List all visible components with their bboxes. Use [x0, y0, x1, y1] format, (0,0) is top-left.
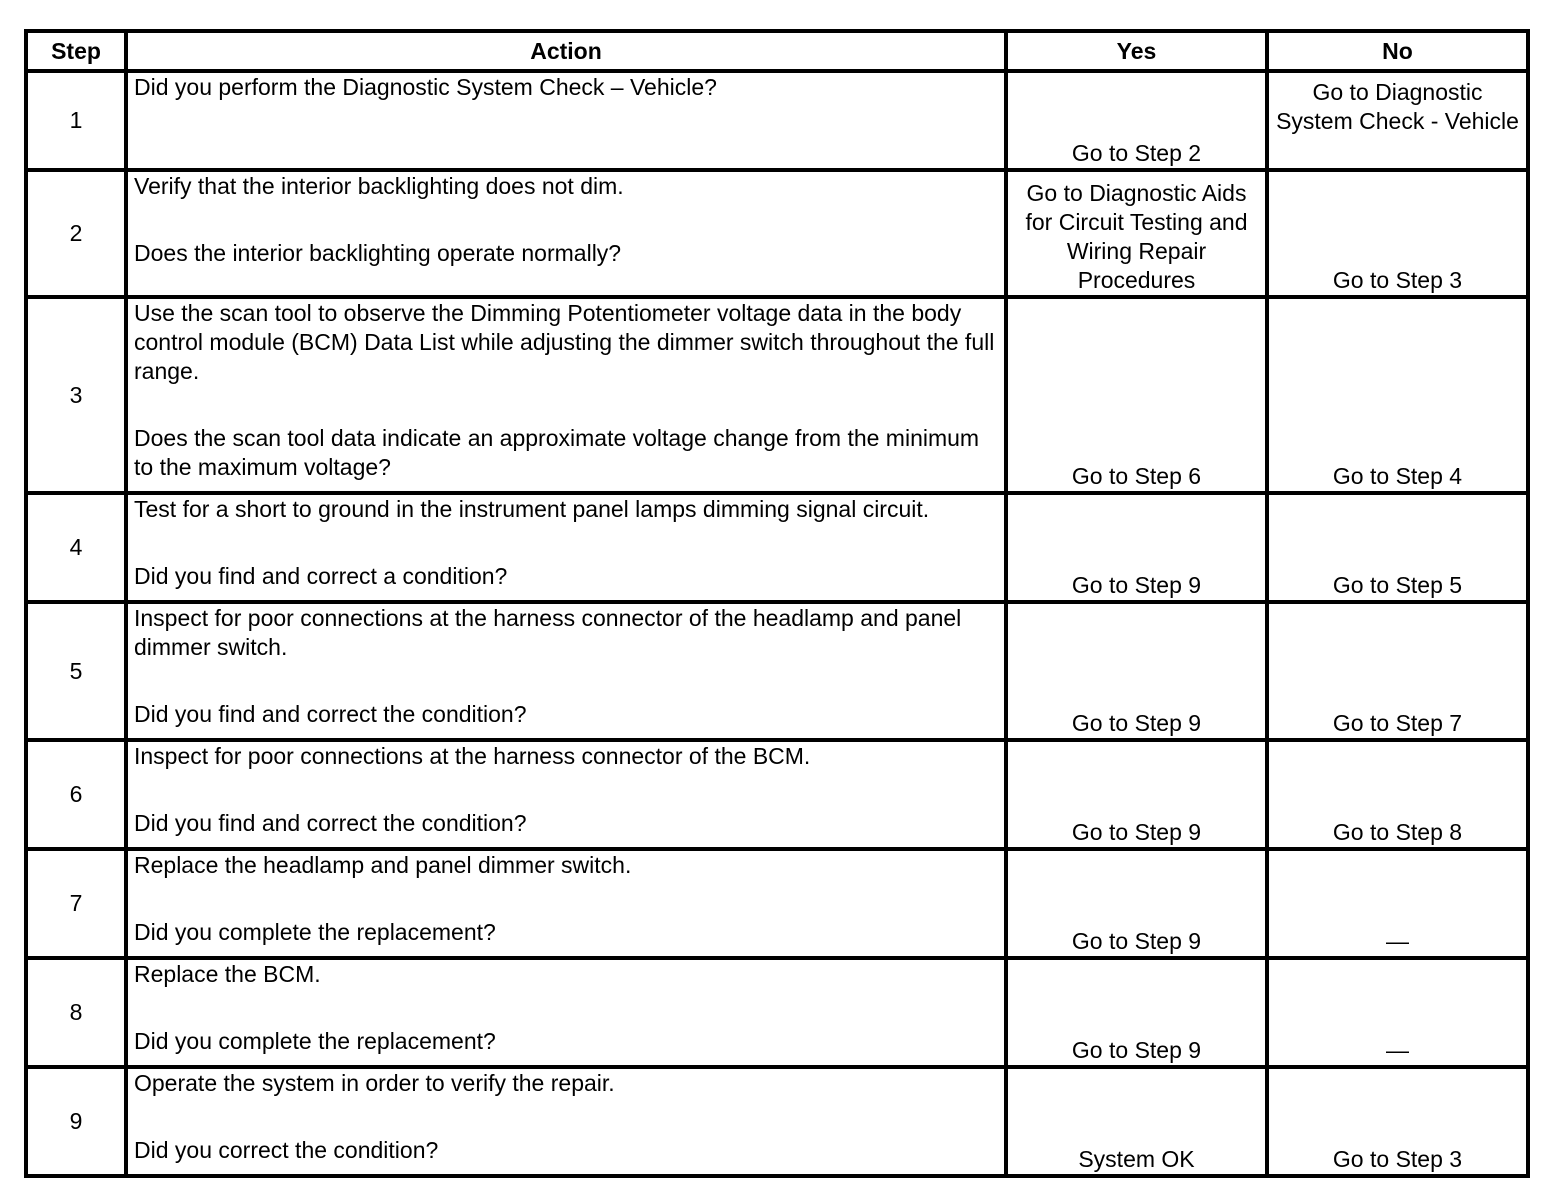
- step-number: 6: [26, 740, 126, 849]
- action-question: Does the interior backlighting operate normally?: [134, 240, 622, 266]
- no-cell: Go to Step 3: [1267, 1067, 1528, 1176]
- no-cell: Go to Step 8: [1267, 740, 1528, 849]
- table-row: [26, 297, 1528, 493]
- action-text: Verify that the interior backlighting does not dim.: [134, 173, 624, 199]
- action-cell: [126, 958, 1006, 1067]
- no-cell: Go to Step 3: [1267, 170, 1528, 297]
- step-number: 2: [26, 170, 126, 297]
- step-number: 5: [26, 602, 126, 740]
- action-text: Replace the BCM.: [134, 961, 321, 987]
- no-cell: Go to Step 5: [1267, 493, 1528, 602]
- yes-cell: Go to Step 9: [1006, 849, 1267, 958]
- action-text: Inspect for poor connections at the harness connector of the headlamp and panel dimmer switch.: [134, 605, 962, 660]
- action-cell: [126, 71, 1006, 170]
- step-number: 7: [26, 849, 126, 958]
- yes-cell: Go to Step 2: [1006, 71, 1267, 170]
- header-no: No: [1267, 31, 1528, 71]
- step-number: 1: [26, 71, 126, 170]
- action-question: Did you complete the replacement?: [134, 919, 496, 945]
- header-step: Step: [26, 31, 126, 71]
- yes-cell: Go to Step 9: [1006, 958, 1267, 1067]
- action-cell: [126, 849, 1006, 958]
- no-cell: —: [1267, 849, 1528, 958]
- action-cell: [126, 170, 1006, 297]
- action-question: Did you find and correct the condition?: [134, 701, 527, 727]
- action-text: Test for a short to ground in the instrument panel lamps dimming signal circuit.: [134, 496, 930, 522]
- table-row: [26, 958, 1528, 1067]
- action-cell: [126, 493, 1006, 602]
- table-row: [26, 602, 1528, 740]
- step-number: 8: [26, 958, 126, 1067]
- yes-cell: Go to Step 9: [1006, 602, 1267, 740]
- header-yes: Yes: [1006, 31, 1267, 71]
- action-text: Did you perform the Diagnostic System Check – Vehicle?: [134, 74, 717, 100]
- action-text: Inspect for poor connections at the harness connector of the BCM.: [134, 743, 811, 769]
- table-row: [26, 71, 1528, 170]
- action-question: Did you find and correct the condition?: [134, 810, 527, 836]
- diagnostic-table: [24, 29, 1530, 1178]
- action-cell: [126, 602, 1006, 740]
- step-number: 4: [26, 493, 126, 602]
- step-number: 3: [26, 297, 126, 493]
- action-text: Replace the headlamp and panel dimmer switch.: [134, 852, 632, 878]
- yes-cell: System OK: [1006, 1067, 1267, 1176]
- header-row: [26, 31, 1528, 71]
- action-cell: [126, 297, 1006, 493]
- yes-cell: Go to Step 9: [1006, 740, 1267, 849]
- action-cell: [126, 740, 1006, 849]
- table-row: [26, 740, 1528, 849]
- no-cell: Go to Diagnostic System Check - Vehicle: [1267, 71, 1528, 170]
- no-cell: Go to Step 7: [1267, 602, 1528, 740]
- action-cell: [126, 1067, 1006, 1176]
- table-row: [26, 493, 1528, 602]
- action-question: Does the scan tool data indicate an approximate voltage change from the minimum to the maximum voltage?: [134, 425, 980, 480]
- yes-cell: Go to Step 6: [1006, 297, 1267, 493]
- table-row: [26, 170, 1528, 297]
- table-row: [26, 849, 1528, 958]
- no-cell: Go to Step 4: [1267, 297, 1528, 493]
- step-number: 9: [26, 1067, 126, 1176]
- action-question: Did you find and correct a condition?: [134, 563, 508, 589]
- header-action: Action: [126, 31, 1006, 71]
- no-cell: —: [1267, 958, 1528, 1067]
- action-text: Use the scan tool to observe the Dimming Potentiometer voltage data in the body control module (BCM) Data List while adjusting the dimmer switch throughout the full range.: [134, 300, 995, 384]
- action-question: Did you correct the condition?: [134, 1137, 439, 1163]
- yes-cell: Go to Diagnostic Aids for Circuit Testing and Wiring Repair Procedures: [1006, 170, 1267, 297]
- action-text: Operate the system in order to verify the repair.: [134, 1070, 615, 1096]
- table-row: [26, 1067, 1528, 1176]
- action-question: Did you complete the replacement?: [134, 1028, 496, 1054]
- yes-cell: Go to Step 9: [1006, 493, 1267, 602]
